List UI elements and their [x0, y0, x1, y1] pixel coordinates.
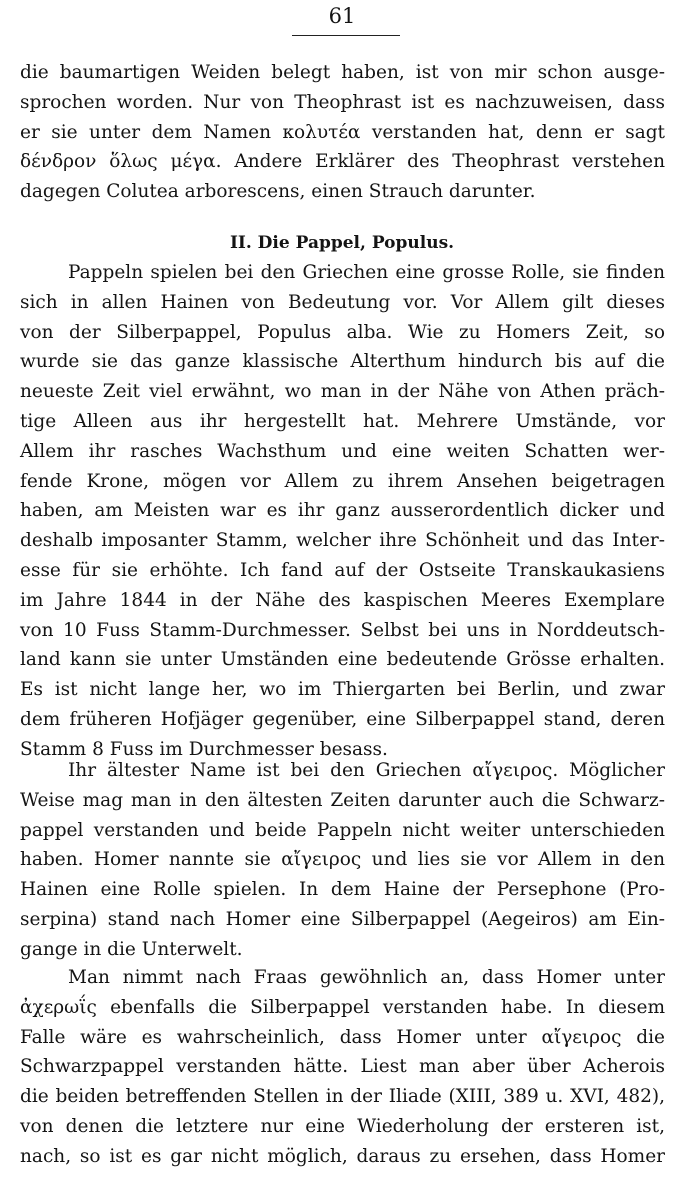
text-line: deshalb imposanter Stamm, welcher ihre Schönheit und das Inter- — [20, 530, 665, 552]
text-line: ἀχερωΐς ebenfalls die Silberpappel verstanden habe. In diesem — [20, 996, 665, 1018]
section-heading: II. Die Pappel, Populus. — [229, 233, 455, 253]
text-line: land kann sie unter Umständen eine bedeutende Grösse erhalten. — [20, 649, 665, 671]
text-line: er sie unter dem Namen κολυτέα verstanden hat, denn er sagt — [20, 121, 665, 143]
paragraph-aigeiros — [20, 756, 665, 965]
text-line: δένδρον ὅλως μέγα. Andere Erklärer des Theophrast verstehen — [20, 151, 665, 173]
text-line: sprochen worden. Nur von Theophrast ist es nachzuweisen, dass — [20, 91, 665, 113]
text-line: Schwarzpappel verstanden hätte. Liest man aber über Acherois — [20, 1056, 665, 1078]
page-number: 61 — [328, 4, 356, 28]
paragraph-acherois — [20, 963, 665, 1172]
text-line: tige Alleen aus ihr hergestellt hat. Mehrere Umstände, vor — [20, 410, 665, 432]
text-line: von denen die letztere nur eine Wiederholung der ersteren ist, — [20, 1115, 665, 1137]
text-line: Ihr ältester Name ist bei den Griechen αἴγειρος. Möglicher — [68, 760, 665, 781]
text-line: Man nimmt nach Fraas gewöhnlich an, dass Homer unter — [68, 967, 665, 988]
text-line: dagegen Colutea arborescens, einen Strauch darunter. — [20, 181, 536, 203]
text-line: dem früheren Hofjäger gegenüber, eine Silberpappel stand, deren — [20, 708, 665, 730]
text-line: esse für sie erhöhte. Ich fand auf der Ostseite Transkaukasiens — [20, 559, 665, 581]
text-line: Allem ihr rasches Wachsthum und eine weiten Schatten wer- — [20, 440, 665, 462]
header-rule — [292, 35, 400, 36]
text-line: Hainen eine Rolle spielen. In dem Haine der Persephone (Pro- — [20, 879, 665, 901]
text-line: pappel verstanden und beide Pappeln nicht weiter unterschieden — [20, 819, 665, 841]
text-line: im Jahre 1844 in der Nähe des kaspischen Meeres Exemplare — [20, 589, 665, 611]
intro-paragraph — [20, 58, 665, 207]
text-line: die baumartigen Weiden belegt haben, ist von mir schon ausge- — [20, 62, 665, 83]
text-line: Es ist nicht lange her, wo im Thiergarten bei Berlin, und zwar — [20, 679, 665, 701]
text-line: Stamm 8 Fuss im Durchmesser besass. — [20, 738, 388, 760]
text-line: neueste Zeit viel erwähnt, wo man in der Nähe von Athen präch- — [20, 381, 665, 403]
text-line: von der Silberpappel, Populus alba. Wie zu Homers Zeit, so — [20, 321, 665, 343]
text-line: gange in die Unterwelt. — [20, 938, 243, 960]
text-line: haben. Homer nannte sie αἴγειρος und lies sie vor Allem in den — [20, 849, 665, 871]
paragraph-pappeln — [20, 258, 665, 765]
text-line: sich in allen Hainen von Bedeutung vor. Vor Allem gilt dieses — [20, 291, 665, 313]
text-line: von 10 Fuss Stamm-Durchmesser. Selbst bei uns in Norddeutsch- — [20, 619, 665, 641]
text-line: fende Krone, mögen vor Allem zu ihrem Ansehen beigetragen — [20, 470, 665, 492]
text-line: die beiden betreffenden Stellen in der Iliade (XIII, 389 u. XVI, 482), — [20, 1086, 665, 1108]
text-line: Weise mag man in den ältesten Zeiten darunter auch die Schwarz- — [20, 789, 665, 811]
text-line: wurde sie das ganze klassische Alterthum hindurch bis auf die — [20, 351, 665, 373]
text-line: haben, am Meisten war es ihr ganz ausserordentlich dicker und — [20, 500, 665, 522]
text-line: nach, so ist es gar nicht möglich, daraus zu ersehen, dass Homer — [20, 1145, 665, 1167]
text-line: Falle wäre es wahrscheinlich, dass Homer unter αἴγειρος die — [20, 1026, 665, 1048]
text-line: serpina) stand nach Homer eine Silberpappel (Aegeiros) am Ein- — [20, 908, 665, 930]
text-line: Pappeln spielen bei den Griechen eine grosse Rolle, sie finden — [68, 262, 665, 283]
